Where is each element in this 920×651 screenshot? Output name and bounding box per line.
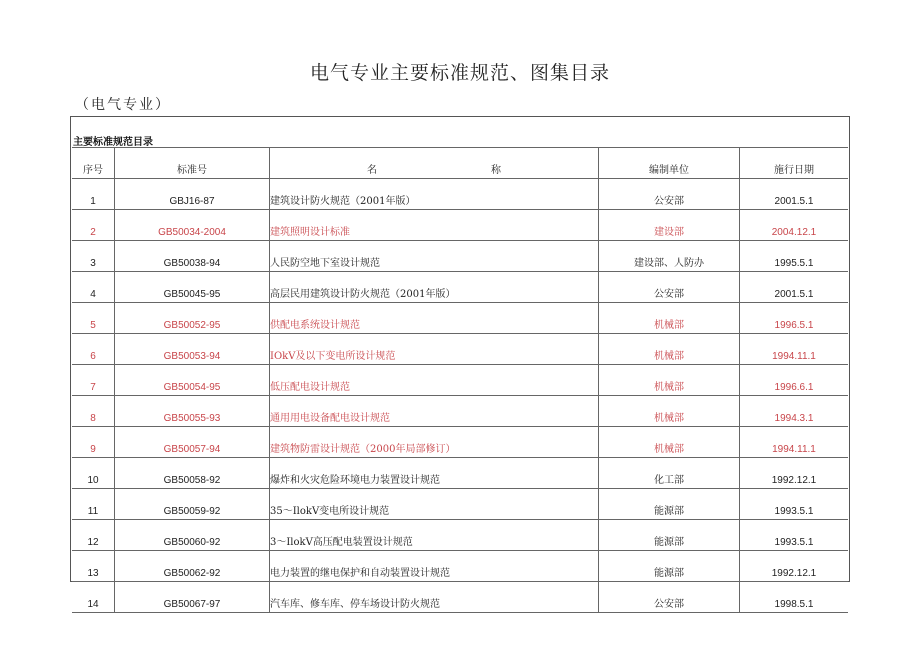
table-row <box>72 458 848 489</box>
row-no: 6 <box>72 334 115 365</box>
row-date: 2004.12.1 <box>740 210 849 241</box>
row-standard: GB50038-94 <box>115 241 270 272</box>
row-no: 14 <box>72 582 115 613</box>
row-no: 11 <box>72 489 115 520</box>
row-org: 能源部 <box>599 551 740 582</box>
section-title: 主要标准规范目录 <box>73 137 153 148</box>
row-date: 1995.5.1 <box>740 241 849 272</box>
row-standard: GB50055-93 <box>115 396 270 427</box>
row-org: 机械部 <box>599 396 740 427</box>
table-row <box>72 272 848 303</box>
row-name: 爆炸和火灾危险环境电力装置设计规范 <box>270 458 599 489</box>
table-row <box>72 582 848 613</box>
row-org: 化工部 <box>599 458 740 489</box>
row-date: 1993.5.1 <box>740 520 849 551</box>
header-name-right: 称 <box>491 165 501 176</box>
row-standard: GB50060-92 <box>115 520 270 551</box>
row-no: 2 <box>72 210 115 241</box>
row-standard: GB50052-95 <box>115 303 270 334</box>
row-standard: GB50058-92 <box>115 458 270 489</box>
row-standard: GB50059-92 <box>115 489 270 520</box>
row-org: 建设部 <box>599 210 740 241</box>
header-org: 编制单位 <box>599 148 740 179</box>
row-org: 机械部 <box>599 365 740 396</box>
page-subtitle: （电气专业） <box>75 97 171 113</box>
row-org: 公安部 <box>599 582 740 613</box>
row-no: 4 <box>72 272 115 303</box>
row-standard: GB50062-92 <box>115 551 270 582</box>
table-row <box>72 489 848 520</box>
row-org: 公安部 <box>599 179 740 210</box>
table-row <box>72 179 848 210</box>
row-name: 人民防空地下室设计规范 <box>270 241 599 272</box>
row-standard: GB50045-95 <box>115 272 270 303</box>
row-date: 2001.5.1 <box>740 179 849 210</box>
row-org: 机械部 <box>599 303 740 334</box>
table-row <box>72 241 848 272</box>
row-no: 1 <box>72 179 115 210</box>
row-name: 汽车库、修车库、停车场设计防火规范 <box>270 582 599 613</box>
row-name: 高层民用建筑设计防火规范（2001年版） <box>270 272 599 303</box>
row-standard: GB50053-94 <box>115 334 270 365</box>
row-standard: GB50057-94 <box>115 427 270 458</box>
row-date: 1992.12.1 <box>740 458 849 489</box>
row-standard: GBJ16-87 <box>115 179 270 210</box>
row-standard: GB50034-2004 <box>115 210 270 241</box>
row-no: 5 <box>72 303 115 334</box>
row-name: 建筑照明设计标准 <box>270 210 599 241</box>
row-org: 机械部 <box>599 427 740 458</box>
row-name: 通用用电设备配电设计规范 <box>270 396 599 427</box>
row-no: 8 <box>72 396 115 427</box>
row-org: 能源部 <box>599 489 740 520</box>
table-row <box>72 210 848 241</box>
row-standard: GB50067-97 <box>115 582 270 613</box>
header-standard: 标准号 <box>115 148 270 179</box>
table-row <box>72 520 848 551</box>
row-standard: GB50054-95 <box>115 365 270 396</box>
row-date: 2001.5.1 <box>740 272 849 303</box>
table-row <box>72 396 848 427</box>
row-name: 建筑设计防火规范（2001年版） <box>270 179 599 210</box>
table-row <box>72 551 848 582</box>
row-no: 9 <box>72 427 115 458</box>
row-date: 1994.3.1 <box>740 396 849 427</box>
page-title: 电气专业主要标准规范、图集目录 <box>309 62 610 84</box>
row-no: 13 <box>72 551 115 582</box>
row-org: 公安部 <box>599 272 740 303</box>
table-row <box>72 427 848 458</box>
row-org: 建设部、人防办 <box>599 241 740 272</box>
row-name: 供配电系统设计规范 <box>270 303 599 334</box>
row-name: IOkV及以下变电所设计规范 <box>270 334 599 365</box>
row-name: 35～IlokV变电所设计规范 <box>270 489 599 520</box>
header-no: 序号 <box>72 148 115 179</box>
row-date: 1996.6.1 <box>740 365 849 396</box>
row-date: 1993.5.1 <box>740 489 849 520</box>
row-name: 建筑物防雷设计规范（2000年局部修订） <box>270 427 599 458</box>
row-name: 低压配电设计规范 <box>270 365 599 396</box>
row-no: 3 <box>72 241 115 272</box>
header-date: 施行日期 <box>740 148 849 179</box>
table-row <box>72 365 848 396</box>
row-date: 1992.12.1 <box>740 551 849 582</box>
table-header-row <box>72 148 848 179</box>
row-date: 1994.11.1 <box>740 334 849 365</box>
row-name: 3～IlokV高压配电装置设计规范 <box>270 520 599 551</box>
header-name <box>270 148 599 179</box>
table-row <box>72 303 848 334</box>
header-name-left: 名 <box>367 165 377 176</box>
row-no: 10 <box>72 458 115 489</box>
row-no: 7 <box>72 365 115 396</box>
row-name: 电力装置的继电保护和自动装置设计规范 <box>270 551 599 582</box>
row-no: 12 <box>72 520 115 551</box>
row-org: 能源部 <box>599 520 740 551</box>
row-date: 1998.5.1 <box>740 582 849 613</box>
row-date: 1996.5.1 <box>740 303 849 334</box>
row-date: 1994.11.1 <box>740 427 849 458</box>
standards-table <box>72 147 848 613</box>
row-org: 机械部 <box>599 334 740 365</box>
table-row <box>72 334 848 365</box>
